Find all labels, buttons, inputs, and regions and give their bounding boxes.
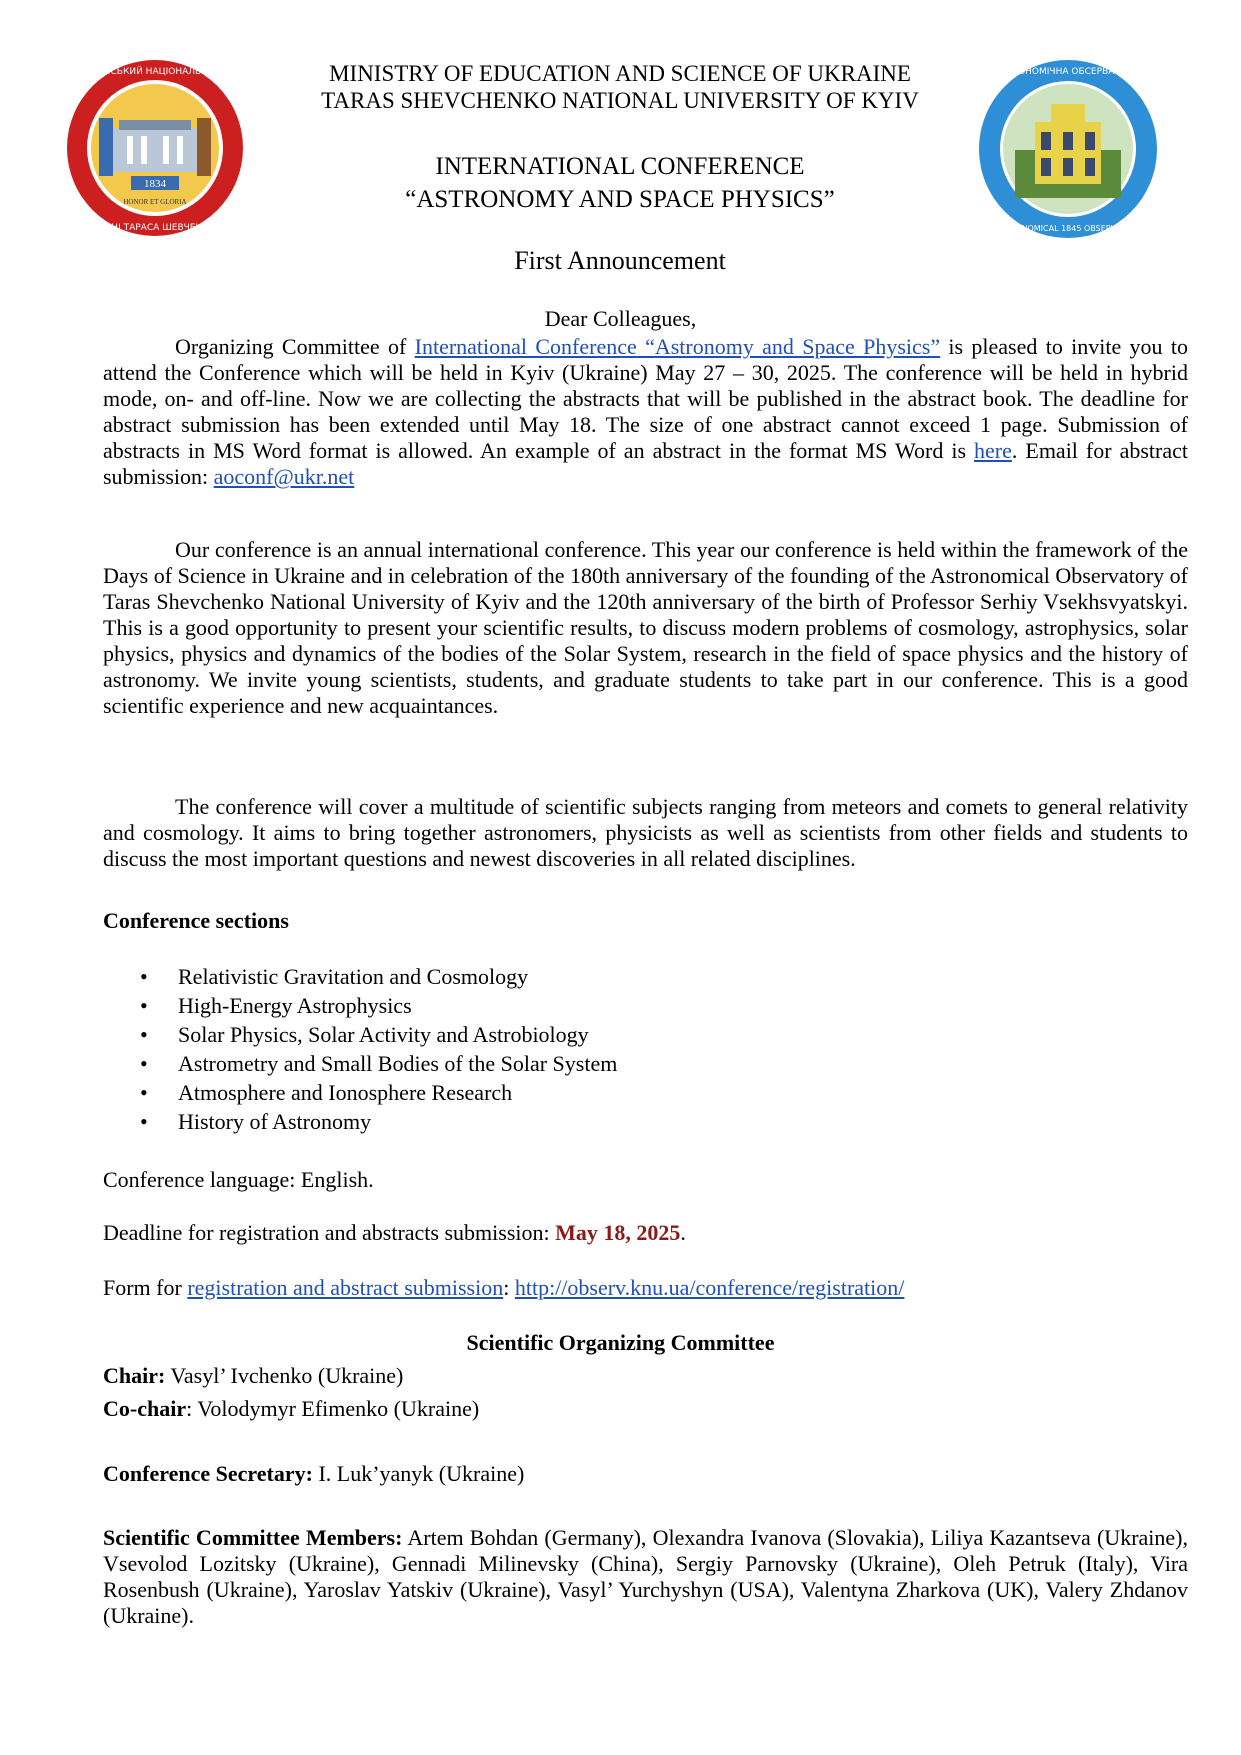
secretary-label: Conference Secretary:: [103, 1461, 313, 1486]
committee-cochair: [103, 1396, 1188, 1422]
list-item: • Astrometry and Small Bodies of the Solar System: [140, 1049, 617, 1078]
salutation: Dear Colleagues,: [544, 306, 697, 331]
conference-language: Conference language: English.: [103, 1167, 374, 1192]
conference-link[interactable]: International Conference “Astronomy and Space Physics”: [414, 334, 941, 359]
deadline-end: .: [680, 1220, 686, 1245]
abstract-example-link[interactable]: here: [974, 438, 1012, 463]
astronomical-observatory-seal-logo: [977, 58, 1159, 240]
svg-text:КИЇВСЬКИЙ НАЦІОНАЛЬНИЙ: КИЇВСЬКИЙ НАЦІОНАЛЬНИЙ: [88, 67, 222, 77]
sections-list: [140, 962, 617, 1136]
registration-form-line: [103, 1275, 1188, 1301]
members-list: Artem Bohdan (Germany), Olexandra Ivanova (Slovakia), Liliya Kazantseva (Ukraine), Vsevolod Lozitsky (Ukraine), Gennadi Milinevsky (China), Sergiy Parnovsky (Ukraine), Oleh Petruk (Italy), Vira Rosenbush (Ukraine), Yaroslav Yatskiv (Ukraine), Vasyl’ Yurchyshyn (USA), Valentyna Zharkova (UK), Valery Zhdanov (Ukraine).: [103, 1525, 1188, 1628]
conference-description-paragraph: Our conference is an annual international conference. This year our conference is held within the framework of the Days of Science in Ukraine and in celebration of the 180th anniversary of the founding of the Astronomical Observatory of Taras Shevchenko National University of Kyiv and the 120th anniversary of the birth of Professor Serhiy Vsekhsvyatskyi. This is a good opportunity to present your scientific results, to discuss modern problems of cosmology, astrophysics, solar physics, physics and dynamics of the bodies of the Solar System, research in the field of space physics and the history of astronomy. We invite young scientists, students, and graduate students to take part in our conference. This is a good scientific experience and new acquaintances.: [103, 537, 1188, 718]
invitation-text-1: Organizing Committee of: [175, 334, 415, 359]
announcement-title: First Announcement: [514, 246, 726, 275]
cochair-label: Co-chair: [103, 1396, 187, 1421]
list-item: • Solar Physics, Solar Activity and Astrobiology: [140, 1020, 617, 1049]
deadline-date: May 18, 2025: [555, 1220, 681, 1245]
deadline-label: Deadline for registration and abstracts submission:: [103, 1220, 556, 1245]
conference-scope-paragraph: The conference will cover a multitude of scientific subjects ranging from meteors and comets to general relativity and cosmology. It aims to bring together astronomers, physicists as well as scientists from other fields and students to discuss the most important questions and newest discoveries in all related disciplines.: [103, 794, 1188, 871]
list-item: • High-Energy Astrophysics: [140, 991, 617, 1020]
list-item: • Atmosphere and Ionosphere Research: [140, 1078, 617, 1107]
svg-text:ASTRONOMICAL 1845 OBSERVATORY: ASTRONOMICAL 1845 OBSERVATORY: [994, 224, 1142, 233]
members-label: Scientific Committee Members:: [103, 1525, 403, 1550]
chair-label: Chair:: [103, 1363, 166, 1388]
form-label: Form for: [103, 1275, 188, 1300]
list-item: • Relativistic Gravitation and Cosmology: [140, 962, 617, 991]
conference-title-line1: INTERNATIONAL CONFERENCE: [435, 153, 805, 180]
svg-text:HONOR ET GLORIA: HONOR ET GLORIA: [123, 198, 187, 206]
committee-chair: [103, 1363, 1188, 1389]
registration-url-link[interactable]: http://observ.knu.ua/conference/registration/: [514, 1275, 905, 1300]
invitation-text-2: is pleased to invite you to attend the Conference which will be held in Kyiv (Ukraine) May 27 – 30, 2025. The conference will be held in hybrid mode, on- and off-line. Now we are collecting the abstracts that will be published in the abstract book. The deadline for abstract submission has been extended until May 18. The size of one abstract cannot exceed 1 page. Submission of abstracts in MS Word format is allowed. An example of an abstract in the format MS Word is: [103, 334, 1188, 463]
deadline-line: [103, 1220, 1188, 1246]
cochair-name: : Volodymyr Efimenko (Ukraine): [186, 1396, 480, 1421]
sections-heading: Conference sections: [103, 908, 289, 933]
invitation-text-3: . Email for abstract submission:: [103, 438, 1188, 489]
university-heading: TARAS SHEVCHENKO NATIONAL UNIVERSITY OF KYIV: [321, 88, 919, 113]
form-colon: :: [503, 1275, 515, 1300]
registration-link[interactable]: registration and abstract submission: [187, 1275, 504, 1300]
svg-text:ІМЕНІ ТАРАСА ШЕВЧЕНКА: ІМЕНІ ТАРАСА ШЕВЧЕНКА: [95, 223, 215, 233]
kyiv-university-seal-logo: [65, 58, 245, 238]
ministry-heading: MINISTRY OF EDUCATION AND SCIENCE OF UKRAINE: [329, 61, 911, 86]
conference-title: [250, 150, 990, 216]
svg-text:АСТРОНОМІЧНА ОБСЕРВАТОРІЯ: АСТРОНОМІЧНА ОБСЕРВАТОРІЯ: [994, 67, 1142, 77]
conference-secretary: [103, 1461, 1188, 1487]
email-link[interactable]: aoconf@ukr.net: [213, 464, 355, 489]
svg-text:1834: 1834: [144, 178, 166, 190]
chair-name: Vasyl’ Ivchenko (Ukraine): [165, 1363, 404, 1388]
list-item: • History of Astronomy: [140, 1107, 617, 1136]
committee-members: [103, 1525, 1188, 1629]
conference-title-line2: “ASTRONOMY AND SPACE PHYSICS”: [405, 186, 835, 213]
committee-heading: Scientific Organizing Committee: [466, 1330, 775, 1355]
secretary-name: I. Luk’yanyk (Ukraine): [312, 1461, 525, 1486]
invitation-paragraph: [103, 334, 1188, 490]
